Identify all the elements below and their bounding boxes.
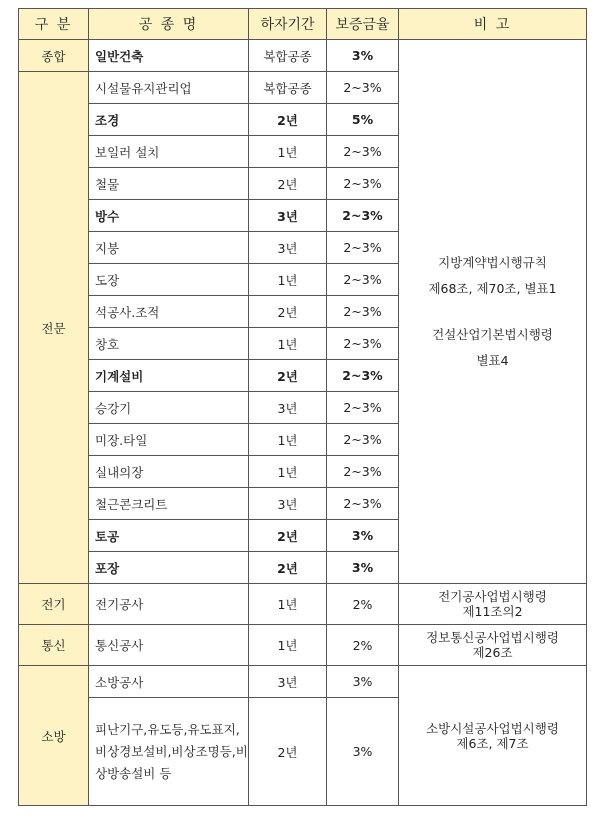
deposit-rate: 3% (327, 40, 399, 72)
deposit-rate: 3% (327, 552, 399, 584)
deposit-rate: 2~3% (327, 232, 399, 264)
warranty-period: 1년 (249, 625, 327, 666)
deposit-rate: 2~3% (327, 264, 399, 296)
deposit-rate: 2~3% (327, 136, 399, 168)
work-name: 승강기 (89, 392, 249, 424)
deposit-rate: 2~3% (327, 200, 399, 232)
warranty-period: 2년 (249, 698, 327, 806)
table-row (19, 666, 587, 698)
remarks-fire-line1: 소방시설공사업법시행령 (426, 720, 559, 736)
work-name: 일반건축 (89, 40, 249, 72)
work-name: 보일러 설치 (89, 136, 249, 168)
work-name: 토공 (89, 520, 249, 552)
remarks-fire-line2: 제6조, 제7조 (456, 735, 529, 751)
remarks-electric-line2: 제11조의2 (462, 604, 523, 619)
deposit-rate: 2~3% (327, 488, 399, 520)
group-telecom: 통신 (19, 625, 89, 666)
header-category: 구 분 (19, 9, 89, 40)
deposit-rate: 2~3% (327, 328, 399, 360)
deposit-rate: 2~3% (327, 360, 399, 392)
remarks-electric-line1: 전기공사업법시행령 (438, 589, 547, 604)
warranty-period: 1년 (249, 136, 327, 168)
warranty-period: 1년 (249, 264, 327, 296)
table-row (19, 584, 587, 625)
header-remarks: 비 고 (399, 9, 587, 40)
deposit-rate: 2% (327, 584, 399, 625)
warranty-period: 2년 (249, 360, 327, 392)
work-name: 소방공사 (89, 666, 249, 698)
warranty-period: 1년 (249, 584, 327, 625)
warranty-period: 1년 (249, 328, 327, 360)
group-fire: 소방 (19, 666, 89, 806)
deposit-rate: 2~3% (327, 392, 399, 424)
warranty-period: 복합공종 (249, 72, 327, 104)
deposit-rate: 2~3% (327, 424, 399, 456)
deposit-rate: 5% (327, 104, 399, 136)
remarks-telecom-line1: 정보통신공사업법시행령 (426, 630, 559, 645)
deposit-rate: 3% (327, 698, 399, 806)
remarks-telecom (399, 625, 587, 666)
work-name: 시설물유지관리업 (89, 72, 249, 104)
warranty-period: 3년 (249, 392, 327, 424)
work-name: 전기공사 (89, 584, 249, 625)
warranty-period: 1년 (249, 456, 327, 488)
work-name: 미장.타일 (89, 424, 249, 456)
deposit-rate: 3% (327, 520, 399, 552)
remarks-telecom-line2: 제26조 (472, 645, 513, 660)
warranty-period: 3년 (249, 666, 327, 698)
deposit-rate: 3% (327, 666, 399, 698)
warranty-period: 2년 (249, 520, 327, 552)
header-rate: 보증금율 (327, 9, 399, 40)
work-name: 철물 (89, 168, 249, 200)
warranty-period: 3년 (249, 488, 327, 520)
remarks-main-line2: 제68조, 제70조, 별표1 (428, 280, 557, 296)
warranty-period: 1년 (249, 424, 327, 456)
remarks-fire (399, 666, 587, 806)
work-name: 지붕 (89, 232, 249, 264)
warranty-period: 3년 (249, 232, 327, 264)
remarks-main-line4: 별표4 (476, 352, 509, 368)
work-name: 도장 (89, 264, 249, 296)
warranty-table (18, 8, 587, 806)
header-row (19, 9, 587, 40)
work-name: 포장 (89, 552, 249, 584)
warranty-period: 2년 (249, 168, 327, 200)
remarks-main-line1: 지방계약법시행규칙 (438, 254, 547, 270)
group-general: 종합 (19, 40, 89, 72)
work-name: 석공사.조적 (89, 296, 249, 328)
work-name: 기계설비 (89, 360, 249, 392)
deposit-rate: 2~3% (327, 296, 399, 328)
table-row (19, 40, 587, 72)
work-name: 철근콘크리트 (89, 488, 249, 520)
group-specialty: 전문 (19, 72, 89, 584)
header-period: 하자기간 (249, 9, 327, 40)
deposit-rate: 2~3% (327, 72, 399, 104)
warranty-period: 2년 (249, 552, 327, 584)
work-name: 창호 (89, 328, 249, 360)
deposit-rate: 2~3% (327, 168, 399, 200)
work-name: 방수 (89, 200, 249, 232)
work-name: 실내의장 (89, 456, 249, 488)
work-name: 조경 (89, 104, 249, 136)
table-row (19, 625, 587, 666)
remarks-electric (399, 584, 587, 625)
warranty-period: 3년 (249, 200, 327, 232)
warranty-period: 복합공종 (249, 40, 327, 72)
warranty-period: 2년 (249, 104, 327, 136)
work-name: 통신공사 (89, 625, 249, 666)
group-electric: 전기 (19, 584, 89, 625)
header-work-type: 공 종 명 (89, 9, 249, 40)
deposit-rate: 2~3% (327, 456, 399, 488)
warranty-period: 2년 (249, 296, 327, 328)
deposit-rate: 2% (327, 625, 399, 666)
work-name: 피난기구,유도등,유도표지,비상경보설비,비상조명등,비상방송설비 등 (89, 698, 249, 806)
remarks-main-line3: 건설산업기본법시행령 (432, 326, 553, 342)
remarks-main (399, 40, 587, 584)
